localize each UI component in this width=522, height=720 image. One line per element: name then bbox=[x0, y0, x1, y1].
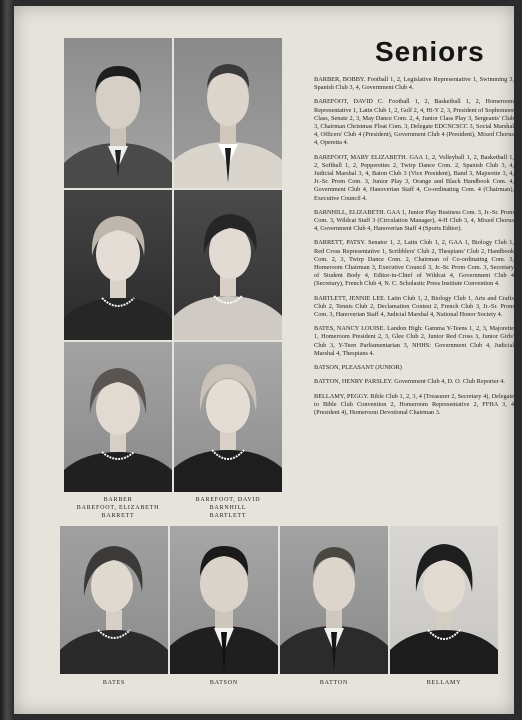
portrait-bates-figure bbox=[60, 526, 168, 674]
bio-barrett: BARRETT, PATSY. Senator 1, 2, Latin Club 1, 2, GAA 1, Biology Club 1, Red Cross Representative 1, Scribblers' Club 2, Thespians' Club 2, Handbook Com. 2, 3, Twirp Dance Com. 2, Chairman of Co-ordinating Com. 3, Homeroom Chairman 3, Executive Council 3, Jr.-Sr. Prom Com. 3, Secretary of Student Body 4, Editor-in-Chief of Wildcat 4, Government Club 4 (Secretary), French Club 4, N. C. Scholastic Press Institute Convention 4. bbox=[314, 239, 514, 288]
caption-batton: BATTON bbox=[319, 680, 349, 686]
caption-left-1: BARBER bbox=[103, 497, 133, 503]
bio-barnhill: BARNHILL, ELIZABETH. GAA 1, Junior Play Business Com. 3, Jr.-Sr. Prom Com. 3, Wildcat Staff 3 (Circulation Manager), 4-H Club 3, 4, Mixed Chorus 4, Government Club 4, Hanoverian Staff 4 (Sports Editor). bbox=[314, 208, 514, 233]
book-binding bbox=[0, 0, 14, 720]
portrait-bartlett bbox=[174, 342, 282, 492]
portrait-barefoot-david-figure bbox=[174, 38, 282, 188]
caption-bates: BATES bbox=[102, 680, 126, 686]
caption-right-1: BAREFOOT, DAVID bbox=[195, 497, 261, 503]
portrait-barefoot-elizabeth bbox=[64, 190, 172, 340]
bio-bartlett: BARTLETT, JENNIE LEE. Latin Club 1, 2, Biology Club 1, Arts and Crafts Club 2, Tennis Club 2, Declamation Contest 2, French Club 3, Jr.-Sr. Prom Com. 3, Hanoverian Staff 4, Judicial Marshal 4, National Honor Society 4. bbox=[314, 294, 514, 319]
portrait-barnhill bbox=[174, 190, 282, 340]
portrait-batson bbox=[170, 526, 278, 674]
bio-barefoot-mary-elizabeth: BAREFOOT, MARY ELIZABETH. GAA 1, 2, Volleyball 1, 2, Basketball 1, 2, Softball 1, 2, Pepperettes 2, Twirp Dance Com. 2, Spanish Club 3, 4, Judicial Marshal 3, 4, Baton Club 3 (Vice President), Band 3, Majorette 3, 4, Jr.-Sr. Prom Com. 3, Junior Play 3, Orange and Black Handbook Com. 4, Government Club 4, Hanoverian Staff 4, Co-ordinating Com. 4 (Chairman), Executive Council 4. bbox=[314, 153, 514, 202]
yearbook-page bbox=[14, 6, 514, 714]
biography-list bbox=[314, 76, 514, 423]
portrait-batton-figure bbox=[280, 526, 388, 674]
portrait-barber bbox=[64, 38, 172, 188]
portrait-barber-figure bbox=[64, 38, 172, 188]
caption-right-2: BARNHILL bbox=[209, 505, 247, 511]
portrait-barefoot-elizabeth-figure bbox=[64, 190, 172, 340]
caption-right-column bbox=[174, 496, 282, 520]
caption-left-3: BARRETT bbox=[101, 513, 135, 519]
portrait-barrett-figure bbox=[64, 342, 172, 492]
caption-left-column bbox=[64, 496, 172, 520]
page-title: Seniors bbox=[375, 36, 485, 67]
portrait-bartlett-figure bbox=[174, 342, 282, 492]
portrait-batson-figure bbox=[170, 526, 278, 674]
caption-bellamy: BELLAMY bbox=[426, 680, 462, 686]
bio-bates: BATES, NANCY LOUISE. Landon High: Gamma Y-Teens 1, 2, 3, Majorette 1, Homeroom President 2, 3, Glee Club 2, Junior Red Cross 3, Junior Girls' Club 3, Y-Teen Parliamentarian 3, NHHS: Government Club 4, Judicial Marshal 4, Thespians 4. bbox=[314, 325, 514, 357]
caption-batson: BATSON bbox=[209, 680, 239, 686]
bio-batton: BATTON, HENRY PARSLEY. Government Club 4, D. O. Club Reporter 4. bbox=[314, 378, 506, 386]
portrait-bates bbox=[60, 526, 168, 674]
portrait-bellamy-figure bbox=[390, 526, 498, 674]
bio-barefoot-david: BAREFOOT, DAVID C. Football 1, 2, Basketball 1, 2, Homeroom Representative 1, Latin Club 1, 2, Golf 2, 4, Hi-Y 2, 3, President of Sophomore Class, Senate 2, 3, May Dance Com. 2, 4, Junior Class Play 3, Sergeants' Club 3, Chairman Christmas Float Com. 3, Delegate EDCNCSCC 3, Social Marshal 4, Officers' Club 4 (President), Government Club 4 (President), Mixed Chorus 4, Operetta 4. bbox=[314, 98, 515, 147]
bio-barber: BARBER, BOBBY. Football 1, 2, Legislative Representative 1, Swimming 3, Spanish Club 3, 4, Government Club 4. bbox=[314, 76, 514, 92]
caption-right-3: BARTLETT bbox=[209, 513, 247, 519]
bio-bellamy: BELLAMY, PEGGY. Bible Club 1, 2, 3, 4 (Treasurer 2, Secretary 4), Delegate to Bible Club Convention 2, Homeroom Representative 2, FFHA 3, 4 (President 4), Homeroom Devotional Chairman 3. bbox=[314, 392, 514, 416]
portrait-batton bbox=[280, 526, 388, 674]
bio-batson: BATSON, PLEASANT (JUNIOR) bbox=[314, 364, 402, 372]
caption-left-2: BAREFOOT, ELIZABETH bbox=[76, 505, 160, 511]
portrait-barrett bbox=[64, 342, 172, 492]
portrait-barnhill-figure bbox=[174, 190, 282, 340]
portrait-bellamy bbox=[390, 526, 498, 674]
portrait-barefoot-david bbox=[174, 38, 282, 188]
